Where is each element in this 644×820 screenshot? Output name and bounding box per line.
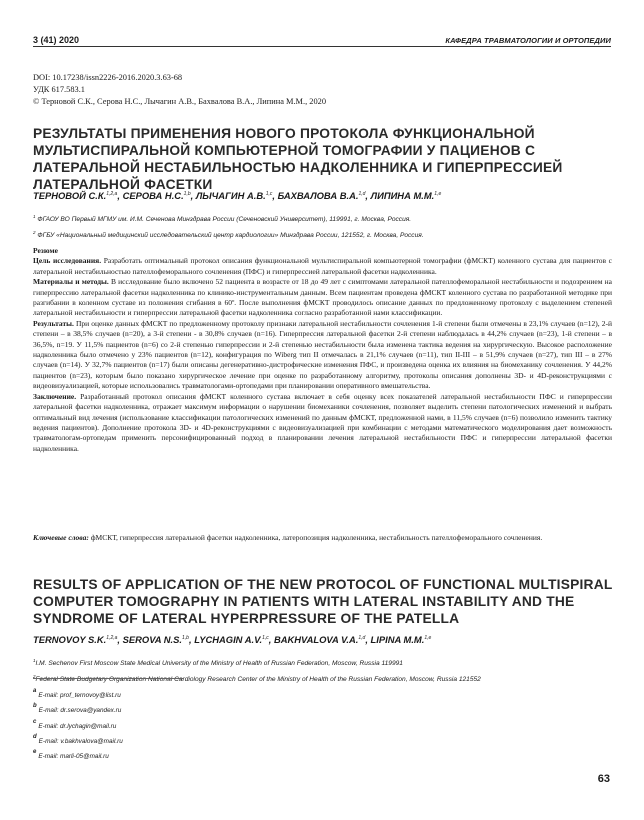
- affiliation-2: $^2$Federal State Budgetary Organization National Cardiology Research Center of the Ministry of Health of the Russian Federation, Moscow, Russia 121552: [33, 674, 481, 684]
- affiliation-1: $^1$I.M. Sechenov First Moscow State Medical University of the Ministry of Health of Russian Federation, Moscow, Russia 119991: [33, 658, 403, 668]
- authors-en: TERNOVOY S.K.$^{1,2,a}$, SEROVA N.S.$^{1,b}$, LYCHAGIN A.V.$^{1,c}$, BAKHVALOVA V.A.$^{1,d}$, LIPINA M.M.$^{1,e}$: [33, 634, 432, 645]
- title-ru: РЕЗУЛЬТАТЫ ПРИМЕНЕНИЯ НОВОГО ПРОТОКОЛА ФУНКЦИОНАЛЬНОЙ МУЛЬТИСПИРАЛЬНОЙ КОМПЬЮТЕРНОЙ ТОМОГРАФИИ У ПАЦИЕНОВ С ЛАТЕРАЛЬНОЙ НЕСТАБИЛЬНОСТЬЮ НАДКОЛЕННИКА И ГИПЕРПРЕССИЕЙ ЛАТЕРАЛЬНОЙ ФАСЕТКИ: [33, 126, 563, 192]
- email-a: $^a$E-mail: prof_ternovoy@list.ru: [33, 688, 121, 700]
- author: СЕРОВА Н.С.: [122, 190, 184, 201]
- affiliations-ru: [33, 210, 613, 242]
- author: ЛЫЧАГИН А.В.: [195, 190, 266, 201]
- author: LIPINA M.M.: [370, 634, 425, 645]
- authors-ru: ТЕРНОВОЙ С.К.$^{1,2,a}$, СЕРОВА Н.С.$^{1,b}$, ЛЫЧАГИН А.В.$^{1,c}$, БАХВАЛОВА В.А.$^{1,d}$, ЛИПИНА М.М.$^{1,e}$: [33, 190, 442, 201]
- issue-number: 3 (41) 2020: [33, 35, 80, 45]
- email-footnotes: [33, 678, 183, 764]
- author: BAKHVALOVA V.A.: [273, 634, 359, 645]
- doi: DOI: 10.17238/issn2226-2016.2020.3.63-68: [33, 73, 183, 82]
- affiliation-1: $^1$ ФГАОУ ВО Первый МГМУ им. И.М. Сеченова Минздрава России (Сеченовский Университет), 119991, г. Москва, Россия.: [33, 214, 412, 224]
- udk: УДК 617.583.1: [33, 85, 85, 94]
- running-header: [33, 33, 611, 45]
- article-meta: [33, 72, 326, 108]
- email-b: $^b$E-mail: dr.serova@yandex.ru: [33, 703, 122, 715]
- abstract-ru: [33, 246, 612, 454]
- author: TERNOVOY S.K.: [33, 634, 107, 645]
- author: ЛИПИНА М.М.: [370, 190, 435, 201]
- author: LYCHAGIN A.V.: [194, 634, 263, 645]
- author: БАХВАЛОВА В.А.: [277, 190, 359, 201]
- journal-section: КАФЕДРА ТРАВМАТОЛОГИИ И ОРТОПЕДИИ: [445, 36, 611, 45]
- abstract-heading: Резюме: [33, 246, 58, 255]
- abstract-methods: Материалы и методы. В исследование было включено 52 пациента в возрасте от 18 до 49 лет с симптомами латеральной пателлофеморальной нестабильности и подозрением на гиперпрессию латеральной фасетки надколенника по клинико-инструментальным данным. Всем пациентам проведена фМСКТ коленного сустава по разработанной методике при разгибании в коленном суставе из положения сгибания в 60º. После выполнения фМСКТ проводилось описание данных по предложенному протоколу с выделением степеней латеральной нестабильности и гиперпрессии латеральной фасетки надколенника согласно разработанной нами классификации.: [33, 277, 612, 318]
- keywords-ru: Ключевые слова: фМСКТ, гиперпрессия латеральной фасетки надколенника, латеропозиция надколенника, нестабильность пателлофеморального сочленения.: [33, 533, 543, 542]
- abstract-conclusion: Заключение. Разработанный протокол описания фМСКТ коленного сустава включает в себя оценку всех показателей латеральной нестабильности ПФС и гиперпрессии латеральной фасетки надколенника, отражает максимум информации о нарушении биомеханики сочленения, позволяет выделить степени патологических изменений и выбрать оптимальный вид лечения (использование классификации патологических изменений по данным фМСКТ, предложенной нами, в 11,5% случаев (n=6) позволило изменить тактику ведения пациентов). Дополнение протокола 3D- и 4D-реконструкциями с видеовизуализацией при комбинации с методами математического моделирования дает возможность травматологам-ортопедам применить персонифицированный подход в планировании лечения латеральной нестабильности ПФС и гиперпрессии латеральной фасетки надколенника.: [33, 391, 612, 453]
- abstract-results: Результаты. При оценке данных фМСКТ по предложенному протоколу признаки латеральной нестабильности сочленения 1-й степени были отмечены в 23,1% случаев (n=12), 2-й степени – в 38,5% случаев (n=20), а 3-й степени - в 30,8% случаев (n=16). Гиперпрессия латеральной фасетки 2-й степени наблюдалась в 44,2% случаев (n=23), 1-й степени – в 36,5%, n=19. У 11,5% пациентов (n=6) со 2-й степенью гиперпрессии и 2-й степенью нестабильности была изменена тактика ведения на хирургическую. Высокое расположение надколенника было отмечено у 23% пациентов (n=12), конфигурация по Wiberg тип II отмечалась в 21,1% случаев (n=11), тип II-III – в 51,9% случаев (n=27), тип III – в 27% случаев (n=14). У 32,7% пациентов (n=17) были описаны дегенеративно-дистрофические изменения ПФС, и произведена оценка их влияния на биомеханику сочленения. У 44,2% пациентов (n=23), которым было показано хирургическое лечение при оценке по разработанному алгоритму, протоколы описания дополнены 3D- и 4D-реконструкциями с видеовизуализацией, которые использовались травматологами-ортопедами при планировании оперативного вмешательства.: [33, 318, 612, 391]
- header-rule: [33, 46, 611, 47]
- copyright: © Терновой С.К., Серова Н.С., Лычагин А.В., Бахвалова В.А., Липина М.М., 2020: [33, 97, 327, 106]
- affiliation-2: $^2$ ФГБУ «Национальный медицинский исследовательский центр кардиологии» Минздрава России, 121552, г. Москва, Россия.: [33, 230, 424, 240]
- title-en: RESULTS OF APPLICATION OF THE NEW PROTOCOL OF FUNCTIONAL MULTISPIRAL COMPUTER TOMOGRAPHY IN PATIENTS WITH LATERAL INSTABILITY AND THE SYNDROME OF LATERAL HYPERPRESSURE OF THE PATELLA: [33, 577, 613, 626]
- email-d: $^d$E-mail: v.bakhvalova@mail.ru: [33, 733, 123, 746]
- author: SEROVA N.S.: [122, 634, 183, 645]
- page-number: 63: [597, 773, 610, 785]
- email-e: $^e$E-mail: marli-05@mail.ru: [33, 749, 109, 761]
- email-c: $^c$E-mail: dr.lychagin@mail.ru: [33, 718, 117, 730]
- author: ТЕРНОВОЙ С.К.: [33, 190, 107, 201]
- abstract-aim: Цель исследования. Разработать оптимальный протокол описания функциональной мультиспиральной компьютерной томографии (фМСКТ) коленного сустава для пациентов с латеральной нестабильностью пателлофеморального сочленения (ПФС) и гиперпрессией латеральной фасетки надколенника.: [33, 256, 612, 276]
